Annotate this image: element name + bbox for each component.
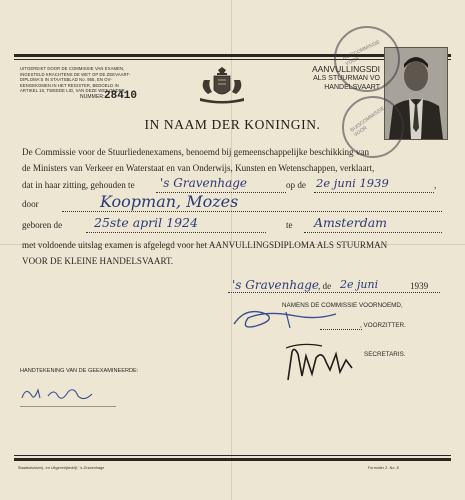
signing-year: 1939 [410,281,429,291]
printer-note: Staatsdrukkerij- en Uitgeverijbedrijf, 's-Gravenhage [18,466,105,470]
field-underline [62,211,442,212]
field-underline [86,232,266,233]
diploma-title-line: ALS STUURMAN VO [313,75,380,82]
body-line-1: De Commissie voor de Stuurliedenexamens, benoemd bij gemeenschappelijke beschikking van [22,147,369,157]
body-line-3-end: , [434,180,437,190]
legal-note-line: EENGEKOMEN IN HET REGISTER, BEDOELD IN [20,82,119,88]
stamp-text: BUISCOMMISSIE VOOR [342,39,382,68]
examinee-signature-icon [18,382,108,406]
secretary-signature-icon [282,340,362,386]
field-underline [320,329,362,330]
birth-date: 25ste april 1924 [94,215,198,230]
body-line-3-mid: op de [286,180,306,190]
legal-note-line: UITGEREIKT DOOR DE COMMISSIE VAN EXAMEN, [20,66,125,71]
examinee-signature-label: HANDTEKENING VAN DE GEEXAMINEERDE: [20,368,139,374]
diploma-title-line: AANVULLINGSDI [311,64,380,74]
session-date: 2e juni 1939 [316,176,389,190]
signing-sep: , de [318,281,332,291]
signing-date: 2e juni [340,278,379,291]
bottom-rule [14,458,451,461]
legal-note-line: INGESTELD KRACHTENS DE WET OP DE ZEEVAART- [20,71,131,77]
chairman-signature-icon [226,302,346,336]
body-line-4-prefix: door [22,199,39,209]
legal-note [20,66,160,94]
field-underline [314,192,434,193]
chairman-title: , VOORZITTER. [360,322,406,329]
session-place: 's Gravenhage [160,176,248,190]
registration-number: 28410 [104,90,138,102]
body-line-6: met voldoende uitslag examen is afgelegd voor het AANVULLINGSDIPLOMA ALS STUURMAN [22,240,388,250]
official-stamp [334,26,400,92]
body-line-5-prefix: geboren de [22,220,63,230]
on-behalf-label: NAMENS DE COMMISSIE VOORNOEMD, [282,302,403,309]
field-underline [228,292,440,293]
bottom-rule-thin [14,455,451,456]
secretary-title: SECRETARIS. [364,351,406,358]
document-title: IN NAAM DER KONINGIN. [144,117,321,132]
coat-of-arms-icon [196,66,248,106]
legal-note-line: ARTIKEL 16, TWEEDE LID, VAN DEZE WET ONDER [20,88,125,94]
diploma-title-line: HANDELSVAART [324,84,380,91]
body-line-2: de Ministers van Verkeer en Waterstaat en van Onderwijs, Kunsten en Wetenschappen, verklaart, [22,163,375,173]
body-line-7: VOOR DE KLEINE HANDELSVAART. [22,256,174,266]
candidate-name: Koopman, Mozes [100,192,239,211]
body-line-5-mid: te [286,220,293,230]
stamp-text: BUISCOMMISSIE VOOR [349,105,386,139]
signing-place: 's Gravenhage [232,278,320,292]
birth-place: Amsterdam [314,215,387,230]
body-line-3-prefix: dat in haar zitting, gehouden te [22,180,135,190]
form-number: Formulier Z. No. 8 [368,466,399,470]
field-underline [20,406,116,407]
field-underline [304,232,442,233]
number-label: NUMMER: [80,94,105,100]
legal-note-line: DIPLOMA'S IN STAATSBLAD No. 955, EN OV- [20,77,112,83]
